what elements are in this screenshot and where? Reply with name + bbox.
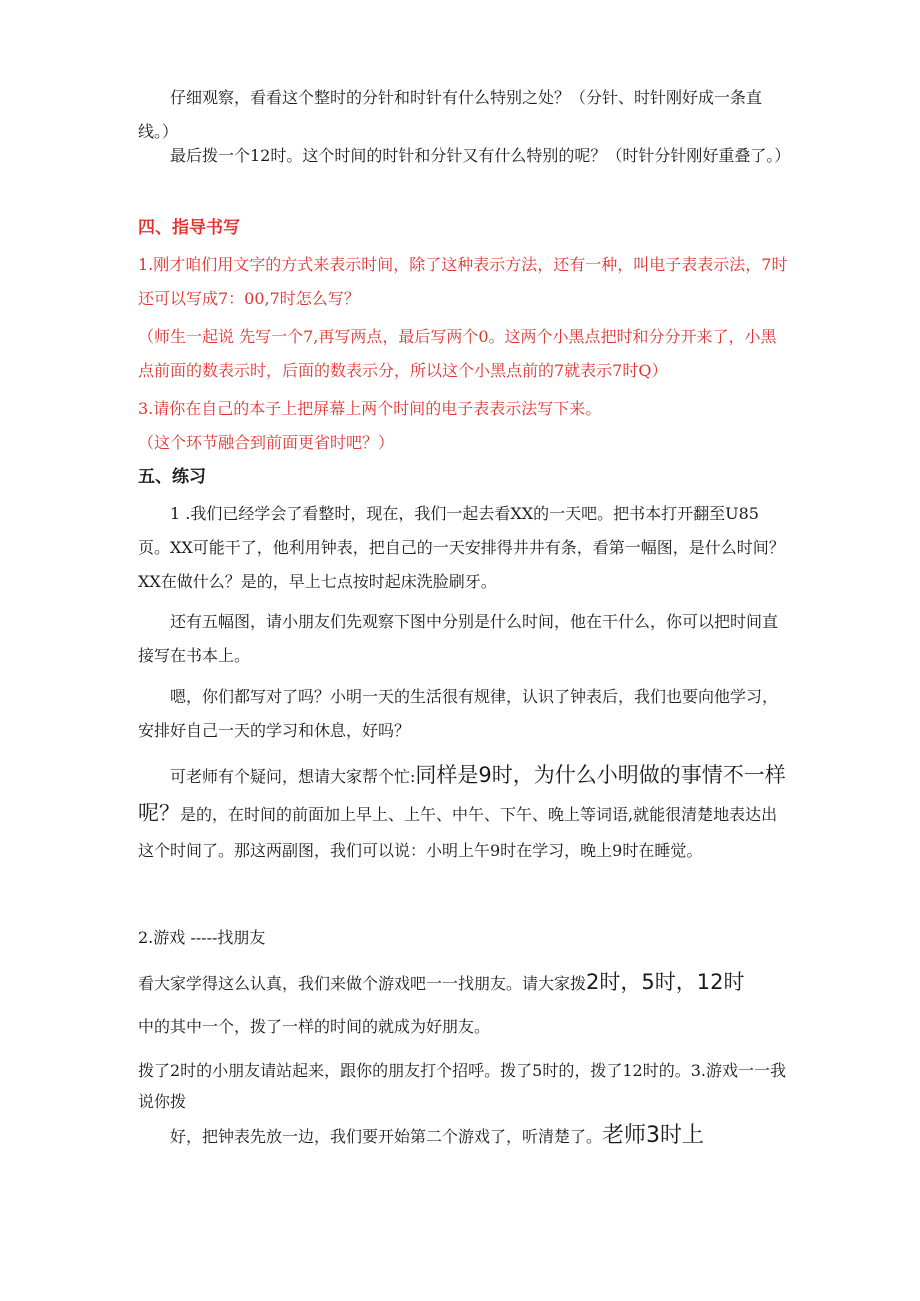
paragraph-electronic-time-notation: 1.刚才咱们用文字的方式来表示时间，除了这种表示方法，还有一种，叫电子表表示法，7时还可以写成7：00,7时怎么写？ xyxy=(138,255,788,308)
paragraph-second-game xyxy=(138,1120,788,1153)
game-title-find-friends: 2.游戏 -----找朋友 xyxy=(138,928,266,947)
paragraph-write-in-notebook: 3.请你在自己的本子上把屏幕上两个时间的电子表表示法写下来。 xyxy=(138,399,602,418)
game-rule-text: 中的其中一个，拨了一样的时间的就成为好朋友。 xyxy=(138,1017,491,1036)
second-game-text: 好，把钟表先放一边，我们要开始第二个游戏了，听清楚了。 xyxy=(170,1127,603,1146)
second-game-emphasis: 老师3时上 xyxy=(602,1123,705,1148)
answer-text: 是的，在时间的前面加上早上、上午、中午、下午、晚上等词语,就能很清楚地表达出这个时间了。那这两副图，我们可以说：小明上午9时在学习，晚上9时在睡觉。 xyxy=(138,805,778,860)
section-heading-writing-guidance: 四、指导书写 xyxy=(138,218,240,238)
paragraph-same-nine-oclock xyxy=(138,757,788,869)
paragraph-regular-life: 嗯，你们都写对了吗？小明一天的生活很有规律，认识了钟表后，我们也要向他学习，安排好自己一天的学习和休息，好吗？ xyxy=(138,687,779,740)
paragraph-review-comment: （这个环节融合到前面更省时吧？） xyxy=(138,433,395,452)
paragraph-xx-one-day: 1 .我们已经学会了看整时，现在，我们一起去看XX的一天吧。把书本打开翻至U85页。XX可能干了，他利用钟表，把自己的一天安排得井井有条，看第一幅图，是什么时间？XX在做什么？是的，早上七点按时起床洗脸刷牙。 xyxy=(138,504,785,591)
paragraph-five-pictures: 还有五幅图，请小朋友们先观察下图中分别是什么时间，他在干什么，你可以把时间直接写在书本上。 xyxy=(138,612,779,665)
game-intro-text: 看大家学得这么认真，我们来做个游戏吧一一找朋友。请大家拨 xyxy=(138,974,587,993)
paragraph-twelve-oclock: 最后拨一个12时。这个时间的时针和分针又有什么特别的呢？（时针分针刚好重叠了。） xyxy=(170,146,791,165)
section-heading-practice: 五、练习 xyxy=(138,467,206,487)
paragraph-observe-straight-line: 仔细观察，看看这个整时的分针和时针有什么特别之处？（分针、时针刚好成一条直线。） xyxy=(138,88,763,141)
game-times-emphasis: 2时，5时，12时 xyxy=(586,970,745,994)
paragraph-greet-friends: 拨了2时的小朋友请站起来，跟你的朋友打个招呼。拨了5时的，拨了12时的。3.游戏一一我说你拨 xyxy=(138,1061,786,1111)
question-emphasis-text: 同样是9时，为什么小明做的事情不一样呢？ xyxy=(138,763,786,825)
paragraph-teacher-student-explain: （师生一起说 先写一个7,再写两点，最后写两个0。这两个小黑点把时和分分开来了，小黑点前面的数表示时，后面的数表示分，所以这个小黑点前的7就表示7时Q） xyxy=(138,327,777,380)
question-lead-text: 可老师有个疑问，想请大家帮个忙: xyxy=(170,767,416,786)
paragraph-game-intro xyxy=(138,967,788,999)
